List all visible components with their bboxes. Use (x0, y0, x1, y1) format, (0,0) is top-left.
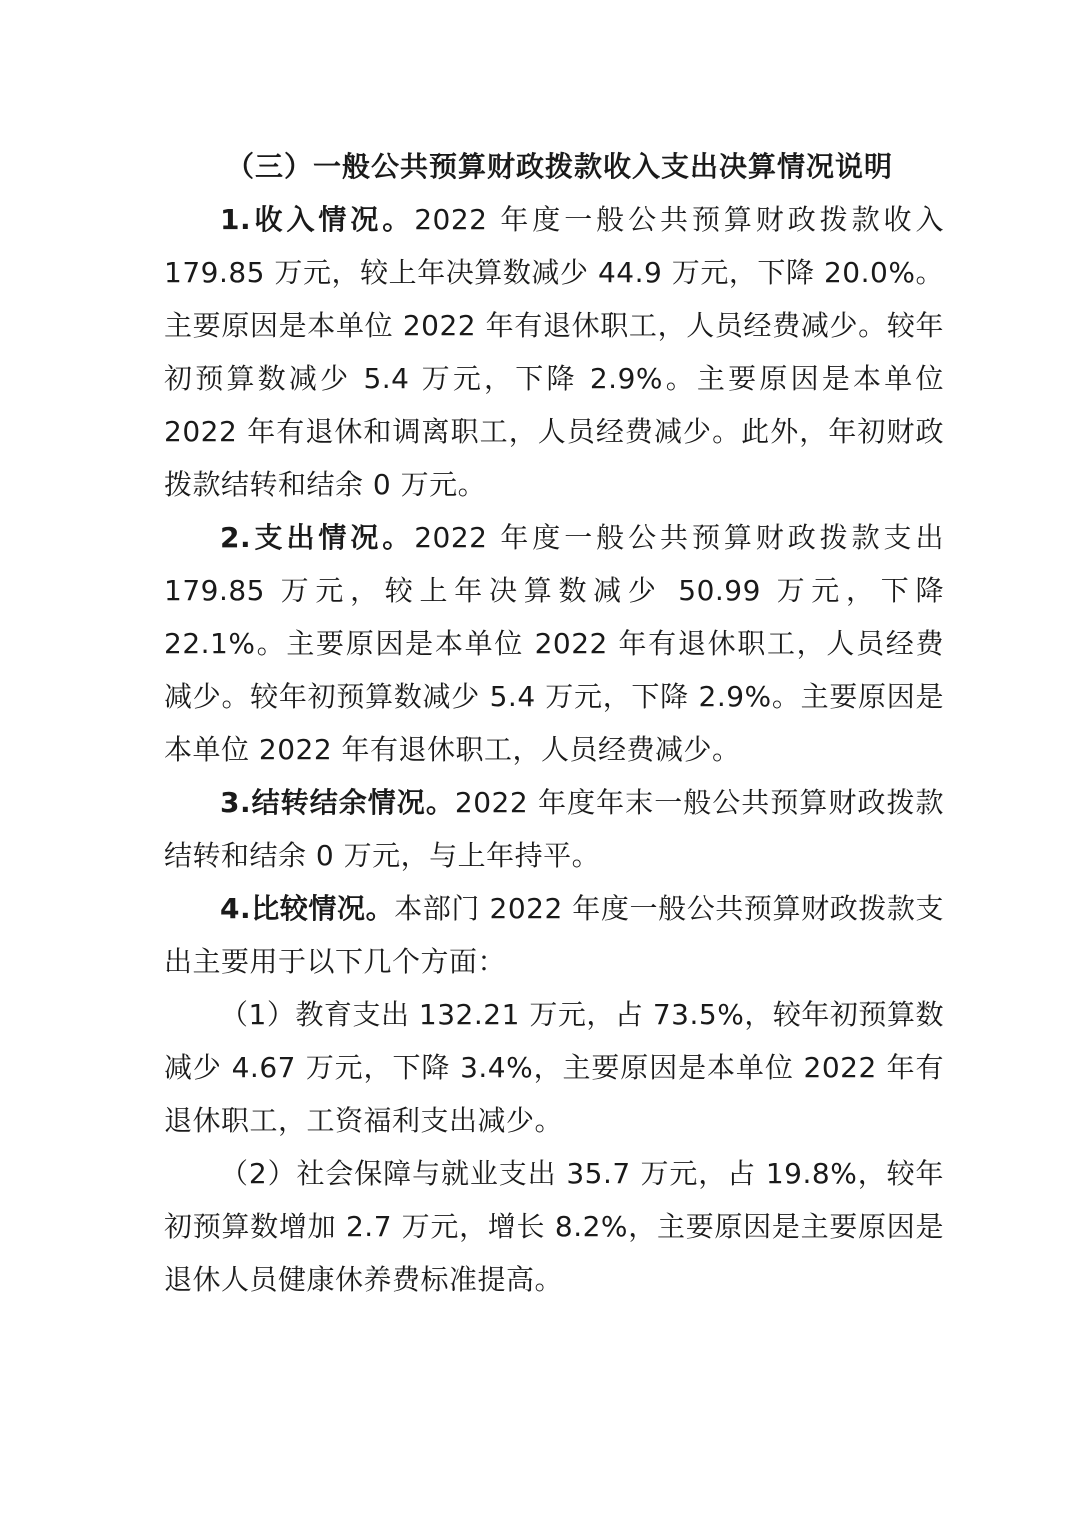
paragraph-comparison (164, 882, 944, 988)
paragraph-income (164, 193, 944, 511)
paragraph-text: 本部门 2022 年度一般公共预算财政拨款支出主要用于以下几个方面： (164, 892, 945, 978)
paragraph-education (164, 988, 944, 1147)
paragraph-lead: 1.收入情况。 (220, 203, 415, 236)
paragraph-lead: 3.结转结余情况。 (220, 786, 455, 819)
section-heading: （三）一般公共预算财政拨款收入支出决算情况说明 (226, 150, 894, 183)
paragraph-text: 2022 年度一般公共预算财政拨款支出 179.85 万元，较上年决算数减少 50.99 万元，下降 22.1%。主要原因是本单位 2022 年有退休职工，人员经费减少。较年初预算数减少 5.4 万元，下降 2.9%。主要原因是本单位 2022 年有退休职工，人员经费减少。 (164, 521, 944, 766)
paragraph-carryover (164, 776, 944, 882)
paragraph-lead: 2.支出情况。 (220, 521, 415, 554)
paragraph-text: 2022 年度一般公共预算财政拨款收入 179.85 万元，较上年决算数减少 44.9 万元，下降 20.0%。主要原因是本单位 2022 年有退休职工，人员经费减少。较年初预算数减少 5.4 万元，下降 2.9%。主要原因是本单位 2022 年有退休和调离职工，人员经费减少。此外，年初财政拨款结转和结余 0 万元。 (164, 203, 944, 501)
document-body (164, 140, 944, 1306)
paragraph-text: 2022 年度年末一般公共预算财政拨款结转和结余 0 万元，与上年持平。 (164, 786, 944, 872)
paragraph-lead: 4.比较情况。 (220, 892, 395, 925)
paragraph-social-security (164, 1147, 944, 1306)
paragraph-expenditure (164, 511, 944, 776)
paragraph-text: （1）教育支出 132.21 万元，占 73.5%，较年初预算数减少 4.67 万元，下降 3.4%，主要原因是本单位 2022 年有退休职工，工资福利支出减少。 (164, 998, 944, 1137)
paragraph-text: （2）社会保障与就业支出 35.7 万元，占 19.8%，较年初预算数增加 2.7 万元，增长 8.2%，主要原因是主要原因是退休人员健康休养费标准提高。 (164, 1157, 944, 1296)
